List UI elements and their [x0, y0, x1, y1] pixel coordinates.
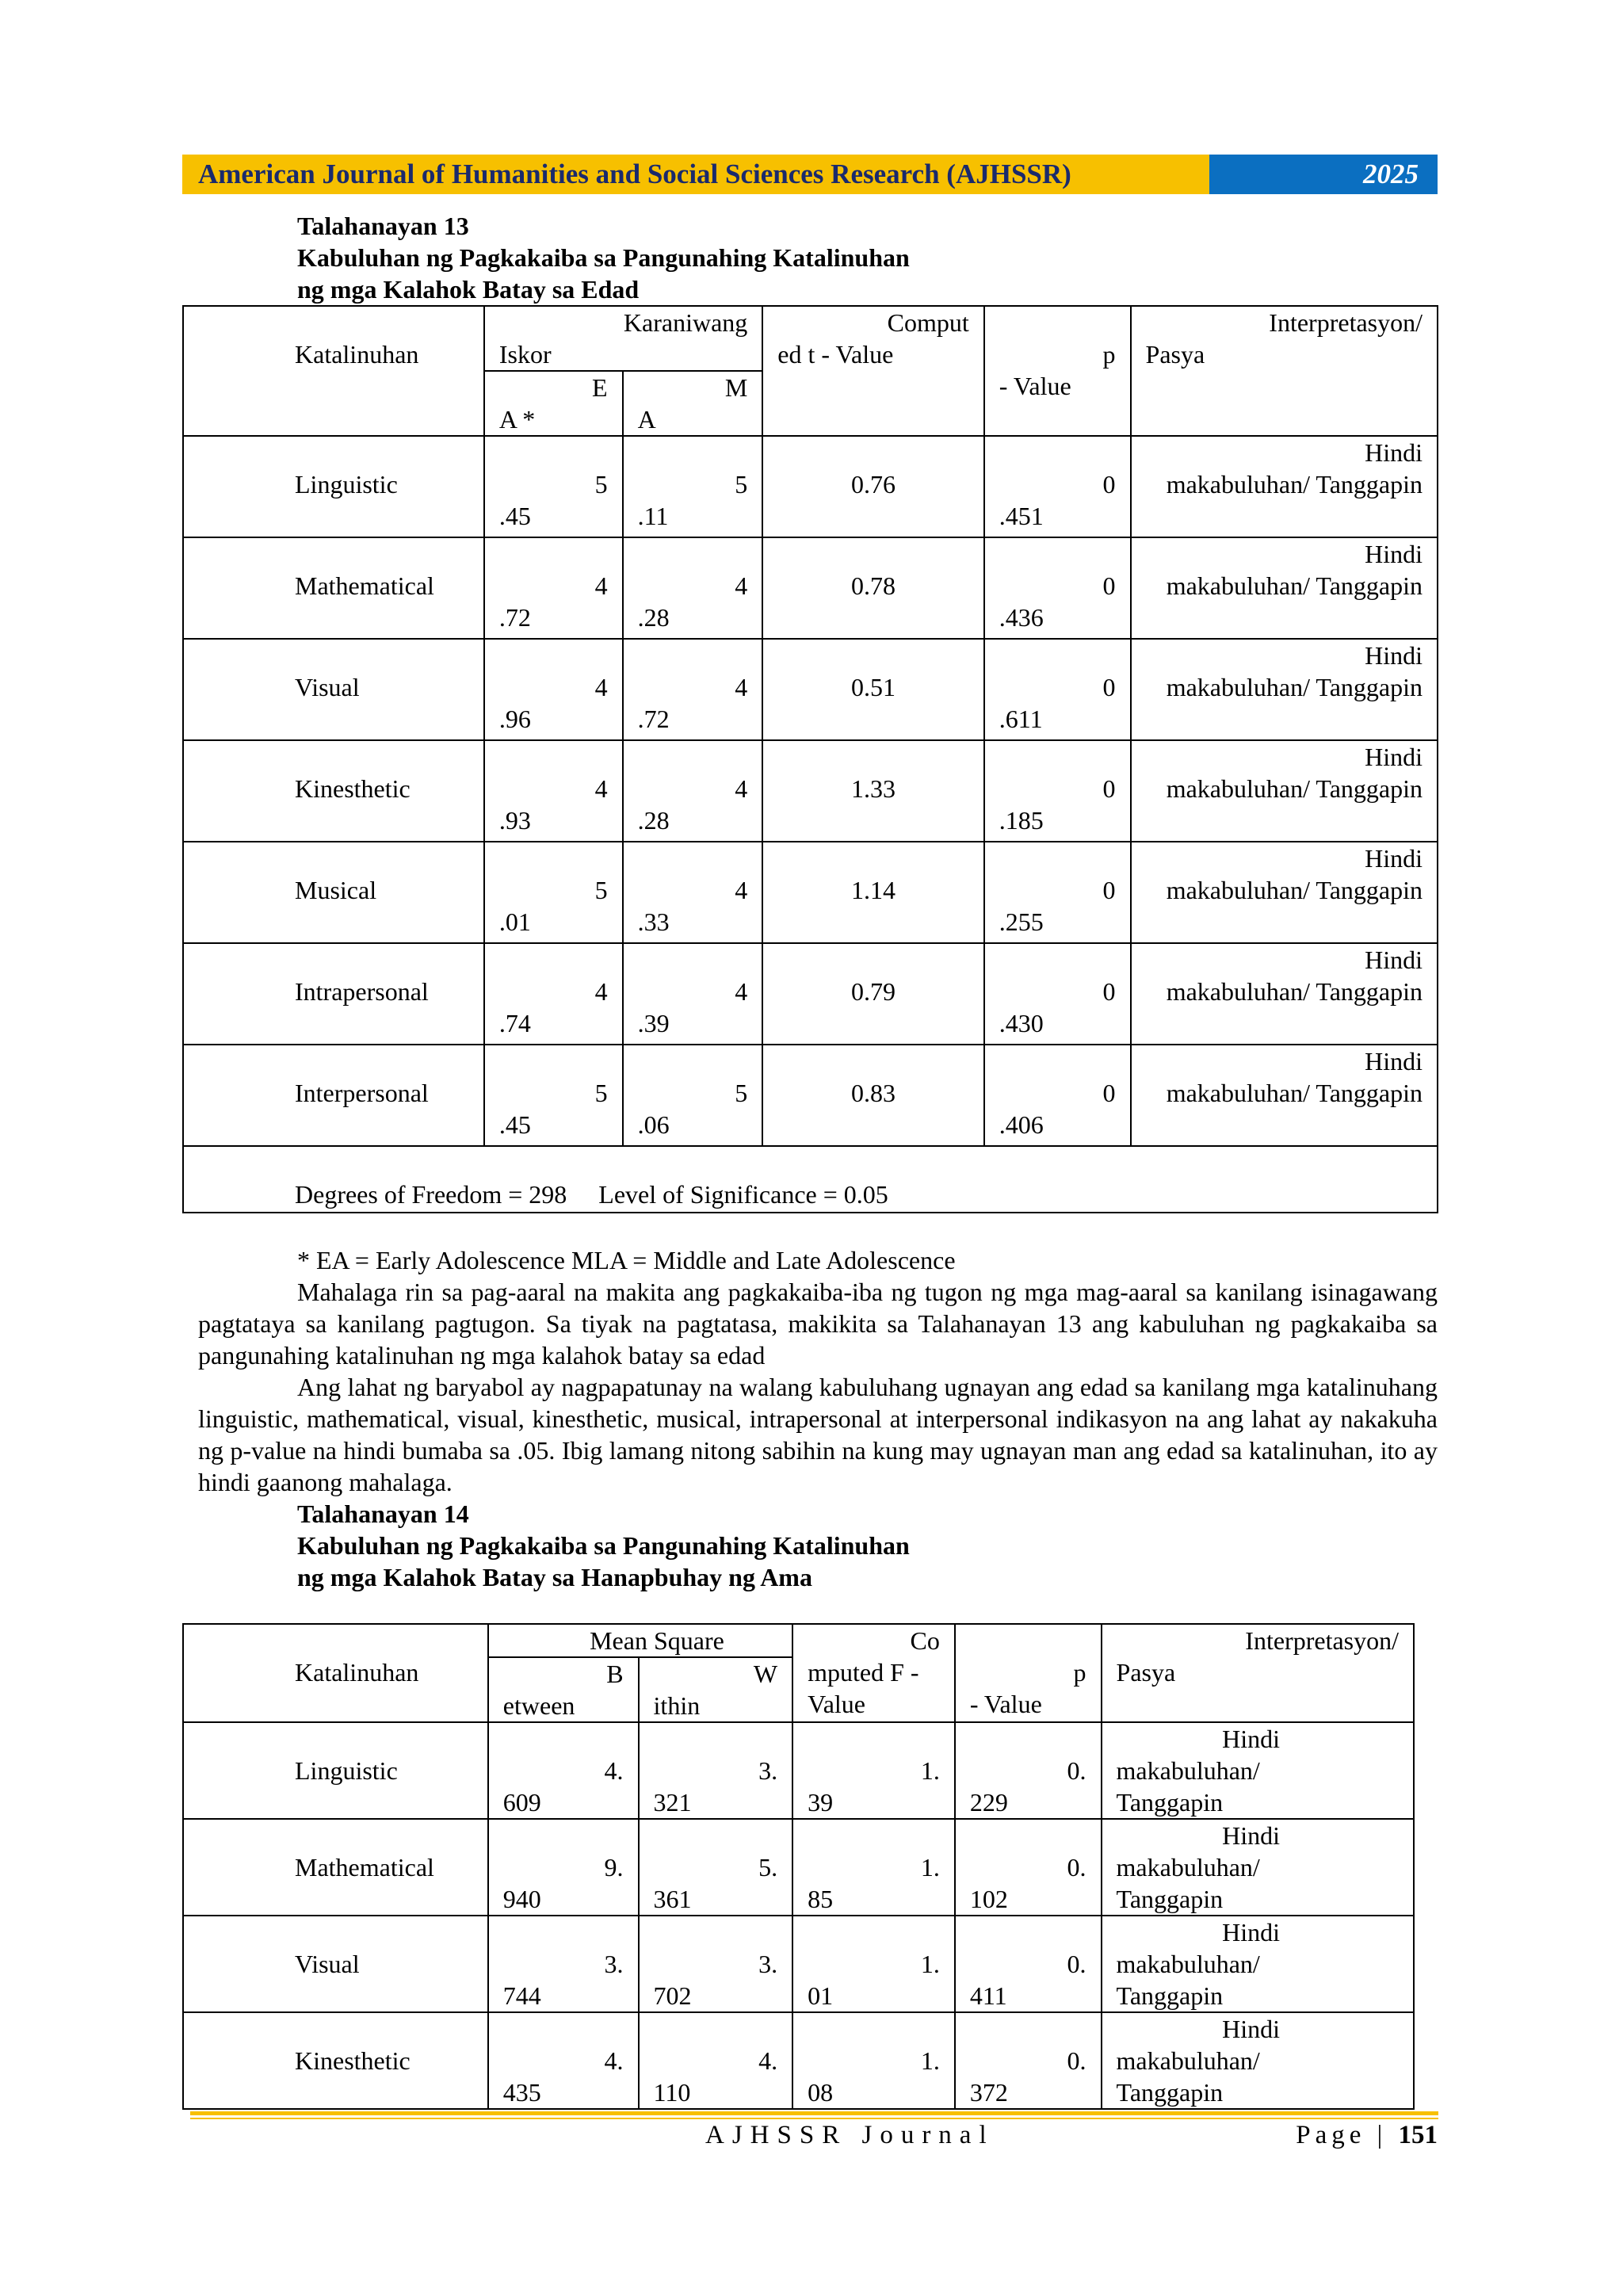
table14-cell-within: [639, 1722, 793, 1819]
table13-cell-ea: [484, 436, 623, 537]
interp-line3: Tanggapin: [1116, 1885, 1224, 1913]
within-value-int: 3.: [758, 1756, 778, 1785]
footer-page-number: 151: [1398, 2121, 1438, 2149]
table13-row: [183, 740, 1438, 842]
table13-row: [183, 639, 1438, 740]
table14-cell-katalinuhan: [183, 1722, 488, 1819]
footer-rule-thick: [190, 2111, 1438, 2115]
katalinuhan-label: Linguistic: [295, 470, 398, 499]
table13-cell-mla: [623, 842, 763, 943]
f-value-int: 1.: [920, 1756, 940, 1785]
f-value-dec: 39: [808, 1788, 834, 1817]
table14-cell-between: [488, 2012, 639, 2109]
interp-line2: makabuluhan/ Tanggapin: [1166, 1079, 1423, 1107]
paragraph-2-text: Ang lahat ng baryabol ay nagpapatunay na walang kabuluhang ugnayan ang edad sa kanilang mga katalinuhang linguistic, mathematical, visual, kinesthetic, musical, intrapersonal at interpersonal indikasyon na ang lahat ay nakakuha ng p-value na hindi bumaba sa .05. Ibig lamang nitong sabihin na kung may ugnayan man ang edad sa katalinuhan, ito ay hindi gaanong mahalaga.: [198, 1373, 1438, 1496]
ea-value-int: 5: [594, 876, 608, 904]
katalinuhan-label: Kinesthetic: [295, 2046, 411, 2075]
f-value-dec: 01: [808, 1981, 834, 2010]
table13-row: [183, 436, 1438, 537]
p-value-dec: .436: [999, 603, 1044, 632]
footer-page: [1296, 2121, 1438, 2150]
p-value-dec: .255: [999, 907, 1044, 936]
table13-header-katalinuhan: Katalinuhan: [183, 306, 484, 436]
table14-title-line2: ng mga Kalahok Batay sa Hanapbuhay ng Ama: [297, 1563, 812, 1591]
interp-line2: makabuluhan/ Tanggapin: [1166, 673, 1423, 701]
mla-value-dec: .28: [637, 603, 670, 632]
table13-header-interp-a: Interpretasyon/: [1269, 308, 1423, 337]
table13-cell-ea: [484, 537, 623, 639]
katalinuhan-label: Mathematical: [295, 1853, 434, 1881]
mla-value-dec: .33: [637, 907, 670, 936]
between-value-dec: 940: [502, 1885, 541, 1913]
table14-header-interp-a: Interpretasyon/: [1245, 1626, 1399, 1655]
interp-line2: makabuluhan/: [1116, 2046, 1260, 2075]
footer-page-label: Page |: [1296, 2121, 1388, 2149]
mla-value-dec: .06: [637, 1110, 670, 1139]
table13-header-mla: [623, 371, 763, 436]
ea-value-int: 5: [594, 1079, 608, 1107]
table13-cell-ea: [484, 842, 623, 943]
interp-line2: makabuluhan/: [1116, 1950, 1260, 1978]
f-value-int: 1.: [920, 2046, 940, 2075]
f-value-int: 1.: [920, 1950, 940, 1978]
p-value-dec: .185: [999, 806, 1044, 835]
table13-header-interp-b: Pasya: [1145, 340, 1205, 369]
table13-header-karaniwang: [484, 306, 762, 371]
within-value-dec: 110: [653, 2078, 691, 2107]
interp-line1: Hindi: [1365, 743, 1423, 771]
between-value-dec: 744: [502, 1981, 541, 2010]
table14-cell-p: [955, 1722, 1102, 1819]
table13-header-karaniwang-b: Iskor: [498, 340, 552, 369]
table14-header-within-b: ithin: [653, 1691, 701, 1720]
table13-cell-ea: [484, 943, 623, 1045]
table13-header-t-b: ed t - Value: [777, 340, 894, 369]
table13-cell-interp: [1131, 740, 1438, 842]
table13-title-line2: ng mga Kalahok Batay sa Edad: [297, 275, 640, 304]
table13-header-ea: [484, 371, 623, 436]
interp-line1: Hindi: [1222, 2015, 1280, 2043]
katalinuhan-label: Kinesthetic: [295, 774, 411, 803]
ea-value-dec: .93: [498, 806, 531, 835]
ea-value-dec: .01: [498, 907, 531, 936]
ea-value-dec: .45: [498, 502, 531, 530]
table13-row: [183, 537, 1438, 639]
table14-header-mean-square: Mean Square: [488, 1624, 792, 1657]
p-value-dec: 102: [969, 1885, 1008, 1913]
table13-header-mla-b: A: [637, 405, 656, 434]
table14-header-interp: [1102, 1624, 1414, 1722]
mla-value-dec: .11: [637, 502, 669, 530]
table14-cell-between: [488, 1819, 639, 1916]
table13-footer-cell: [183, 1146, 1438, 1213]
mla-value-int: 4: [735, 876, 748, 904]
table14-header-between-a: B: [606, 1660, 624, 1688]
within-value-int: 5.: [758, 1853, 778, 1881]
interp-line3: Tanggapin: [1116, 2078, 1224, 2107]
table13-title-line1: Kabuluhan ng Pagkakaiba sa Pangunahing Katalinuhan: [297, 243, 910, 272]
table14-header-interp-b: Pasya: [1116, 1658, 1176, 1687]
table14-cell-interp: [1102, 2012, 1414, 2109]
table13-legend-text: * EA = Early Adolescence MLA = Middle and Late Adolescence: [297, 1246, 956, 1274]
journal-title-block: [182, 155, 1209, 194]
table13-cell-p: [984, 842, 1131, 943]
table13-cell-mla: [623, 1045, 763, 1146]
table14-header-within-a: W: [753, 1660, 778, 1688]
mla-value-dec: .28: [637, 806, 670, 835]
t-value: 1.33: [851, 774, 896, 803]
journal-year: 2025: [1363, 159, 1419, 189]
table13-cell-ea: [484, 639, 623, 740]
table14-header-between: [488, 1657, 639, 1722]
table14-row: [183, 1916, 1414, 2012]
within-value-int: 3.: [758, 1950, 778, 1978]
table13-cell-t: [762, 639, 984, 740]
table13-row: [183, 842, 1438, 943]
interp-line2: makabuluhan/ Tanggapin: [1166, 774, 1423, 803]
table14-header-between-b: etween: [502, 1691, 575, 1720]
mla-value-int: 4: [735, 977, 748, 1006]
table13-cell-katalinuhan: [183, 436, 484, 537]
katalinuhan-label: Visual: [295, 1950, 360, 1978]
table13-cell-katalinuhan: [183, 943, 484, 1045]
mla-value-int: 4: [735, 774, 748, 803]
table13-label: Talahanayan 13: [297, 212, 469, 240]
f-value-dec: 85: [808, 1885, 834, 1913]
interp-line1: Hindi: [1365, 946, 1423, 974]
table14: [182, 1623, 1415, 2110]
p-value-dec: 229: [969, 1788, 1008, 1817]
mla-value-int: 4: [735, 673, 748, 701]
interp-line1: Hindi: [1222, 1918, 1280, 1946]
table13-cell-p: [984, 1045, 1131, 1146]
within-value-dec: 361: [653, 1885, 692, 1913]
table14-title-line1: Kabuluhan ng Pagkakaiba sa Pangunahing Katalinuhan: [297, 1531, 910, 1560]
table13: [182, 305, 1438, 1213]
table13-cell-interp: [1131, 943, 1438, 1045]
table14-header-f-a: Co: [910, 1626, 940, 1655]
table13-footer-sig: Level of Significance = 0.05: [598, 1180, 888, 1209]
interp-line3: Tanggapin: [1116, 1981, 1224, 2010]
ea-value-dec: .72: [498, 603, 531, 632]
interp-line2: makabuluhan/: [1116, 1756, 1260, 1785]
t-value: 0.51: [851, 673, 896, 701]
journal-header-banner: [182, 155, 1438, 194]
table14-cell-within: [639, 1916, 793, 2012]
p-value-int: 0.: [1067, 2046, 1086, 2075]
ea-value-int: 4: [594, 571, 608, 600]
interp-line3: Tanggapin: [1116, 1788, 1224, 1817]
katalinuhan-label: Linguistic: [295, 1756, 398, 1785]
ea-value-dec: .45: [498, 1110, 531, 1139]
katalinuhan-label: Visual: [295, 673, 360, 701]
table14-cell-f: [792, 2012, 955, 2109]
ea-value-dec: .74: [498, 1009, 531, 1037]
t-value: 0.83: [851, 1079, 896, 1107]
table14-cell-within: [639, 2012, 793, 2109]
table14-row: [183, 1722, 1414, 1819]
table14-row: [183, 1819, 1414, 1916]
interp-line2: makabuluhan/ Tanggapin: [1166, 571, 1423, 600]
p-value-int: 0.: [1067, 1756, 1086, 1785]
within-value-dec: 702: [653, 1981, 692, 2010]
table13-header-mla-a: M: [724, 373, 748, 402]
table13-header-t-a: Comput: [887, 308, 969, 337]
table13-header-ea-b: A *: [498, 405, 536, 434]
f-value-int: 1.: [920, 1853, 940, 1881]
table13-cell-katalinuhan: [183, 842, 484, 943]
table14-header-katalinuhan: Katalinuhan: [183, 1624, 488, 1722]
table13-header-t: [762, 306, 984, 436]
table14-cell-f: [792, 1722, 955, 1819]
table13-cell-ea: [484, 1045, 623, 1146]
table13-cell-katalinuhan: [183, 1045, 484, 1146]
table13-cell-t: [762, 436, 984, 537]
interp-line2: makabuluhan/ Tanggapin: [1166, 977, 1423, 1006]
p-value-int: 0: [1102, 774, 1116, 803]
between-value-int: 9.: [604, 1853, 624, 1881]
table13-header-karaniwang-a: Karaniwang: [623, 308, 748, 337]
p-value-dec: .406: [999, 1110, 1044, 1139]
table13-cell-interp: [1131, 537, 1438, 639]
journal-title: American Journal of Humanities and Social Sciences Research (AJHSSR): [198, 159, 1071, 189]
mla-value-dec: .39: [637, 1009, 670, 1037]
within-value-dec: 321: [653, 1788, 692, 1817]
table14-header-p-a: p: [1073, 1658, 1086, 1687]
p-value-int: 0: [1102, 1079, 1116, 1107]
p-value-dec: 411: [969, 1981, 1007, 2010]
table13-header-p-b: - Value: [999, 372, 1071, 400]
p-value-int: 0: [1102, 673, 1116, 701]
between-value-int: 3.: [604, 1950, 624, 1978]
mla-value-int: 5: [735, 1079, 748, 1107]
table14-body: [183, 1722, 1414, 2109]
f-value-dec: 08: [808, 2078, 834, 2107]
interp-line1: Hindi: [1365, 540, 1423, 568]
table13-cell-katalinuhan: [183, 740, 484, 842]
footer-journal-name: AJHSSR Journal: [705, 2121, 995, 2149]
table13-cell-mla: [623, 436, 763, 537]
table13-cell-p: [984, 943, 1131, 1045]
ea-value-int: 4: [594, 977, 608, 1006]
table14-header-f: [792, 1624, 955, 1722]
table13-cell-p: [984, 436, 1131, 537]
p-value-int: 0: [1102, 571, 1116, 600]
ea-value-int: 4: [594, 673, 608, 701]
table13-cell-mla: [623, 537, 763, 639]
interp-line1: Hindi: [1365, 641, 1423, 670]
p-value-int: 0.: [1067, 1853, 1086, 1881]
table14-cell-interp: [1102, 1819, 1414, 1916]
table14-header-f-b: mputed F -: [808, 1658, 919, 1687]
interp-line2: makabuluhan/ Tanggapin: [1166, 876, 1423, 904]
footer-rule-thin: [190, 2118, 1438, 2119]
p-value-int: 0: [1102, 876, 1116, 904]
table14-cell-within: [639, 1819, 793, 1916]
interp-line1: Hindi: [1365, 844, 1423, 873]
katalinuhan-label: Mathematical: [295, 571, 434, 600]
katalinuhan-label: Interpersonal: [295, 1079, 429, 1107]
table13-legend-note: [198, 1244, 1438, 1276]
t-value: 0.79: [851, 977, 896, 1006]
table13-cell-mla: [623, 943, 763, 1045]
table13-cell-t: [762, 943, 984, 1045]
table14-cell-f: [792, 1819, 955, 1916]
between-value-int: 4.: [604, 1756, 624, 1785]
between-value-dec: 609: [502, 1788, 541, 1817]
table14-header-row1: [183, 1624, 1414, 1657]
table14-cell-p: [955, 2012, 1102, 2109]
table13-header-p: [984, 306, 1131, 436]
p-value-dec: .430: [999, 1009, 1044, 1037]
p-value-int: 0.: [1067, 1950, 1086, 1978]
mla-value-int: 5: [735, 470, 748, 499]
table13-header-ea-a: E: [592, 373, 608, 402]
t-value: 0.76: [851, 470, 896, 499]
table13-cell-interp: [1131, 436, 1438, 537]
table14-cell-interp: [1102, 1722, 1414, 1819]
interp-line2: makabuluhan/ Tanggapin: [1166, 470, 1423, 499]
ea-value-int: 5: [594, 470, 608, 499]
table13-footer-row: [183, 1146, 1438, 1213]
table14-cell-p: [955, 1916, 1102, 2012]
t-value: 0.78: [851, 571, 896, 600]
table14-header-within: [639, 1657, 793, 1722]
paragraph-1: [198, 1276, 1438, 1371]
table13-cell-t: [762, 740, 984, 842]
table13-cell-katalinuhan: [183, 639, 484, 740]
table14-label: Talahanayan 14: [297, 1499, 469, 1528]
table13-row: [183, 943, 1438, 1045]
table13-cell-p: [984, 639, 1131, 740]
paragraph-2: [198, 1371, 1438, 1498]
table14-cell-f: [792, 1916, 955, 2012]
within-value-int: 4.: [758, 2046, 778, 2075]
table14-cell-interp: [1102, 1916, 1414, 2012]
table13-cell-t: [762, 1045, 984, 1146]
table13-body: [183, 436, 1438, 1146]
interp-line1: Hindi: [1222, 1725, 1280, 1753]
table14-cell-between: [488, 1722, 639, 1819]
p-value-dec: 372: [969, 2078, 1008, 2107]
paragraph-1-text: Mahalaga rin sa pag-aaral na makita ang pagkakaiba-iba ng tugon ng mga mag-aaral sa kanilang isinagawang pagtataya sa kanilang pagtugon. Sa tiyak na pagtatasa, makikita sa Talahanayan 13 ang kabuluhan ng pagkakaiba sa pangunahing katalinuhan ng mga kalahok batay sa edad: [198, 1278, 1438, 1370]
table13-cell-interp: [1131, 639, 1438, 740]
table14-header-f-c: Value: [808, 1690, 865, 1718]
interp-line1: Hindi: [1365, 1047, 1423, 1075]
p-value-int: 0: [1102, 977, 1116, 1006]
table13-header-row1: [183, 306, 1438, 371]
between-value-dec: 435: [502, 2078, 541, 2107]
table14-cell-katalinuhan: [183, 2012, 488, 2109]
table13-header-p-a: p: [1102, 340, 1116, 369]
table13-cell-ea: [484, 740, 623, 842]
katalinuhan-label: Musical: [295, 876, 377, 904]
table13-header-interp: [1131, 306, 1438, 436]
interp-line1: Hindi: [1222, 1821, 1280, 1850]
between-value-int: 4.: [604, 2046, 624, 2075]
table13-cell-t: [762, 842, 984, 943]
table13-cell-p: [984, 537, 1131, 639]
mla-value-int: 4: [735, 571, 748, 600]
mla-value-dec: .72: [637, 705, 670, 733]
table13-cell-katalinuhan: [183, 537, 484, 639]
table14-row: [183, 2012, 1414, 2109]
ea-value-dec: .96: [498, 705, 531, 733]
table13-cell-mla: [623, 740, 763, 842]
p-value-int: 0: [1102, 470, 1116, 499]
katalinuhan-label: Intrapersonal: [295, 977, 429, 1006]
table14-header-p-b: - Value: [969, 1690, 1042, 1718]
t-value: 1.14: [851, 876, 896, 904]
journal-year-block: [1209, 155, 1438, 194]
interp-line2: makabuluhan/: [1116, 1853, 1260, 1881]
table14-header-p: [955, 1624, 1102, 1722]
table13-cell-t: [762, 537, 984, 639]
table13-row: [183, 1045, 1438, 1146]
table14-cell-katalinuhan: [183, 1916, 488, 2012]
table13-cell-interp: [1131, 842, 1438, 943]
table13-cell-p: [984, 740, 1131, 842]
table13-footer-df: Degrees of Freedom = 298: [295, 1180, 567, 1209]
p-value-dec: .451: [999, 502, 1044, 530]
table14-cell-katalinuhan: [183, 1819, 488, 1916]
table13-cell-interp: [1131, 1045, 1438, 1146]
table14-cell-between: [488, 1916, 639, 2012]
table13-cell-mla: [623, 639, 763, 740]
p-value-dec: .611: [999, 705, 1043, 733]
table14-cell-p: [955, 1819, 1102, 1916]
interp-line1: Hindi: [1365, 438, 1423, 467]
ea-value-int: 4: [594, 774, 608, 803]
